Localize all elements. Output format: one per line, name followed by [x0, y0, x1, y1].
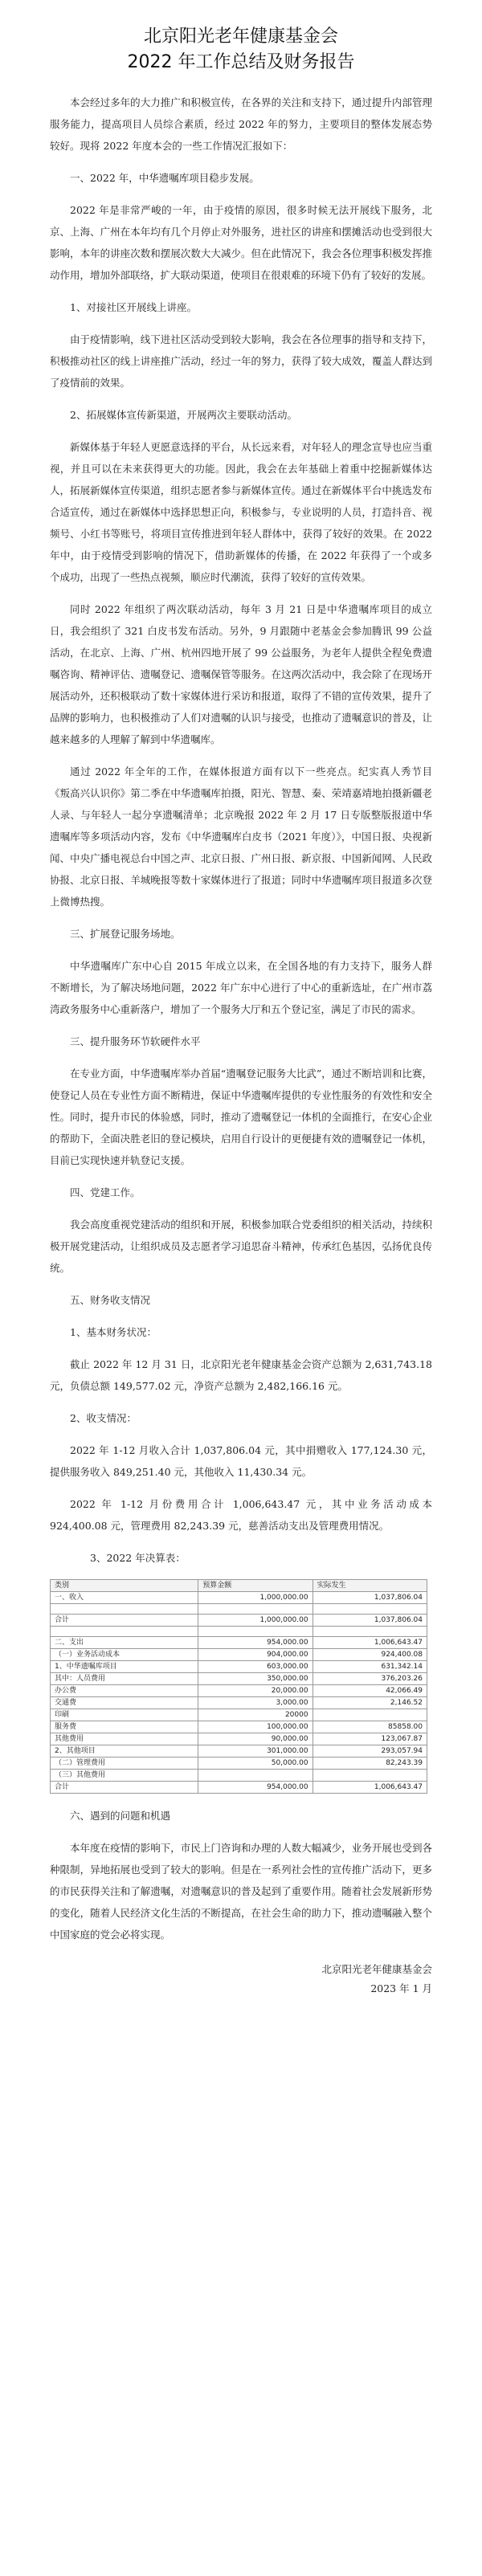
table-row [51, 1615, 427, 1627]
section-1-sub4-heading: 三、提升服务环节软硬件水平 [70, 1035, 201, 1047]
table-cell-amount: 85858.00 [312, 1721, 427, 1733]
table-cell-amount: 293,057.94 [312, 1745, 427, 1757]
table-cell-label: 服务费 [51, 1721, 198, 1733]
section-5-heading: 五、财务收支情况 [70, 1294, 151, 1306]
table-row [51, 1661, 427, 1673]
table-cell-amount [198, 1770, 312, 1782]
section-5-sub2-paragraph-2: 2022 年 1-12 月份费用合计 1,006,643.47 元，其中业务活动成本 924,400.08 元，管理费用 82,243.39 元，慈善活动支出及管理费用情况。 [50, 1498, 432, 1532]
table-cell-amount [198, 1604, 312, 1615]
section-1-heading: 一、2022 年，中华遗嘱库项目稳步发展。 [70, 172, 259, 184]
table-cell-amount: 603,000.00 [198, 1661, 312, 1673]
table-cell-label: 一、收入 [51, 1592, 198, 1604]
table-cell-amount [312, 1709, 427, 1721]
table-header-row [51, 1580, 427, 1592]
section-5-sub1-paragraph: 截止 2022 年 12 月 31 日，北京阳光老年健康基金会资产总额为 2,631,743.18 元，负债总额 149,577.02 元，净资产总额为 2,482,166.16 元。 [50, 1358, 432, 1392]
table-cell-amount: 954,000.00 [198, 1782, 312, 1794]
signature-org: 北京阳光老年健康基金会 [321, 1963, 432, 1975]
section-1-sub2-paragraph-2: 同时 2022 年组织了两次联动活动，每年 3 月 21 日是中华遗嘱库项目的成立日，我会组织了 321 白皮书发布活动。另外，9 月跟随中老基金会参加腾讯 99 公益活动，在北京、上海、广州、杭州四地开展了 99 公益服务，为老年人提供全程免费遗嘱咨询、精神评估、遗嘱登记、遗嘱保管等服务。在这两次活动中，我会除了在现场开展活动外，还积极联动了数十家媒体进行采访和报道，取得了不错的宣传效果，提升了品牌的影响力，也积极推动了人们对遗嘱的认识与接受，也推动了遗嘱意识的普及，让越来越多的人理解了解到中华遗嘱库。 [50, 603, 432, 745]
table-cell-label: （二）管理费用 [51, 1757, 198, 1770]
table-cell-amount: 20,000.00 [198, 1685, 312, 1697]
table-caption: 3、2022 年决算表： [90, 1552, 186, 1564]
section-1-sub2-paragraph-3: 通过 2022 年全年的工作，在媒体报道方面有以下一些亮点。纪实真人秀节目《叛高兴认识你》第二季在中华遗嘱库拍摄，阳光、智慧、秦、荣靖嘉靖地拍摄新疆老人录、与年轻人一起分享遗嘱清单；北京晚报 2022 年 2 月 17 日专版整版报道中华遗嘱库等多项活动内容，发布《中华遗嘱库白皮书（2021 年度）》，中国日报、央视新闻、中央广播电视总台中国之声、北京日报、广州日报、新京报、中国新闻网、人民政协报、北京日报、羊城晚报等数十家媒体进行了报道；同时中华遗嘱库项目报道多次登上微博热搜。 [50, 765, 432, 908]
table-cell-amount: 1,006,643.47 [312, 1782, 427, 1794]
table-cell-label [51, 1627, 198, 1637]
table-row [51, 1709, 427, 1721]
table-cell-label: 交通费 [51, 1697, 198, 1709]
section-1-sub4-paragraph: 在专业方面，中华遗嘱库举办首届“遗嘱登记服务大比武”，通过不断培训和比赛，使登记人员在专业性方面不断精进，保证中华遗嘱库提供的专业性服务的有效性和安全性。同时，提升市民的体验感，同时，推动了遗嘱登记一体机的全面推行，在安心企业的帮助下，全面决胜老旧的登记模块，启用自行设计的更便捷有效的遗嘱登记一体机，目前已实现快速并轨登记支援。 [50, 1068, 432, 1166]
table-cell-amount: 376,203.26 [312, 1673, 427, 1685]
signature-block [0, 1960, 482, 1998]
table-cell-label: 合计 [51, 1615, 198, 1627]
table-row [51, 1745, 427, 1757]
table-cell-label: 其中：人员费用 [51, 1673, 198, 1685]
section-6-heading: 六、遇到的问题和机遇 [70, 1810, 171, 1822]
table-cell-amount: 301,000.00 [198, 1745, 312, 1757]
table-header-cell: 类别 [51, 1580, 198, 1592]
table-row [51, 1757, 427, 1770]
report-body [0, 92, 482, 1945]
section-5-sub2-heading: 2、收支情况： [70, 1412, 137, 1424]
table-cell-label: （一）业务活动成本 [51, 1649, 198, 1661]
table-cell-amount: 20000 [198, 1709, 312, 1721]
org-title: 北京阳光老年健康基金会 [143, 27, 338, 47]
table-cell-amount: 1,037,806.04 [312, 1592, 427, 1604]
table-cell-label [51, 1604, 198, 1615]
table-header-cell: 实际发生 [312, 1580, 427, 1592]
table-cell-label: 其他费用 [51, 1733, 198, 1745]
table-row [51, 1782, 427, 1794]
table-cell-amount: 904,000.00 [198, 1649, 312, 1661]
table-cell-amount: 90,000.00 [198, 1733, 312, 1745]
table-row [51, 1604, 427, 1615]
table-cell-label: 合计 [51, 1782, 198, 1794]
table-cell-amount: 954,000.00 [198, 1637, 312, 1649]
table-cell-amount: 1,006,643.47 [312, 1637, 427, 1649]
table-cell-amount: 1,000,000.00 [198, 1592, 312, 1604]
section-5-sub1-heading: 1、基本财务状况： [70, 1326, 157, 1338]
table-row [51, 1592, 427, 1604]
signature-date: 2023 年 1 月 [370, 1982, 432, 1994]
report-title: 2022 年工作总结及财务报告 [127, 52, 355, 72]
table-row [51, 1649, 427, 1661]
table-cell-amount [312, 1627, 427, 1637]
section-6-paragraph: 本年度在疫情的影响下，市民上门咨询和办理的人数大幅减少，业务开展也受到各种限制，异地拓展也受到了较大的影响。但是在一系列社会性的宣传推广活动下，更多的市民获得关注和了解遗嘱，对遗嘱意识的普及起到了重要作用。随着社会发展新形势的变化，随着人民经济文化生活的不断提高，在社会生命的助力下，推动遗嘱融入整个中国家庭的党会必将实现。 [50, 1842, 432, 1941]
table-cell-amount: 82,243.39 [312, 1757, 427, 1770]
table-cell-amount: 924,400.08 [312, 1649, 427, 1661]
table-cell-label: 办公费 [51, 1685, 198, 1697]
table-cell-label: 2、其他项目 [51, 1745, 198, 1757]
table-cell-amount [312, 1604, 427, 1615]
table-header-cell: 预算金额 [198, 1580, 312, 1592]
table-cell-amount: 1,037,806.04 [312, 1615, 427, 1627]
table-cell-amount [198, 1627, 312, 1637]
section-1-sub2-heading: 2、拓展媒体宣传新渠道，开展两次主要联动活动。 [70, 409, 297, 421]
table-row [51, 1685, 427, 1697]
table-cell-amount: 123,067.87 [312, 1733, 427, 1745]
section-1-paragraph: 2022 年是非常严峻的一年，由于疫情的原因，很多时候无法开展线下服务，北京、上海、广州在本年均有几个月停止对外服务，进社区的讲座和摆摊活动也受到很大影响，本年的讲座次数和摆展次数大大减少。但在此情况下，我会各位理事积极发挥推动作用，增加外部联络，扩大联动渠道，使项目在很艰难的环境下仍有了较好的发展。 [50, 204, 432, 281]
section-5-sub2-paragraph-1: 2022 年 1-12 月收入合计 1,037,806.04 元，其中捐赠收入 177,124.30 元，提供服务收入 849,251.40 元，其他收入 11,430.34 元。 [50, 1444, 432, 1478]
table-row [51, 1733, 427, 1745]
table-cell-amount: 350,000.00 [198, 1673, 312, 1685]
budget-table [50, 1579, 427, 1794]
table-cell-amount: 3,000.00 [198, 1697, 312, 1709]
table-cell-amount: 631,342.14 [312, 1661, 427, 1673]
table-row [51, 1637, 427, 1649]
section-1-sub1-heading: 1、对接社区开展线上讲座。 [70, 301, 197, 313]
table-row [51, 1697, 427, 1709]
table-row [51, 1721, 427, 1733]
section-4-paragraph: 我会高度重视党建活动的组织和开展，积极参加联合党委组织的相关活动，持续积极开展党建活动，让组织成员及志愿者学习追思奋斗精神，传承红色基因，弘扬优良传统。 [50, 1219, 432, 1274]
table-cell-label: 印刷 [51, 1709, 198, 1721]
table-cell-label: （三）其他费用 [51, 1770, 198, 1782]
table-row [51, 1673, 427, 1685]
section-1-sub3-heading: 三、扩展登记服务场地。 [70, 928, 181, 940]
table-cell-amount: 100,000.00 [198, 1721, 312, 1733]
table-cell-label: 1、中华遗嘱库项目 [51, 1661, 198, 1673]
table-row [51, 1627, 427, 1637]
section-1-sub2-paragraph-1: 新媒体基于年轻人更愿意选择的平台，从长远来看，对年轻人的理念宣导也应当重视，并且可以在未来获得更大的功能。因此，我会在去年基础上着重中挖掘新媒体达人，拓展新媒体宣传渠道，组织志愿者参与新媒体宣传。通过在新媒体平台中挑选发布合适宣传，通过在新媒体中选择思想正向，积极参与，专业说明的人员，打造抖音、视频号、小红书等账号，将项目宣传推进到年轻人群体中，获得了较好的效果。在 2022 年中，由于疫情受到影响的情况下，借助新媒体的传播，在 2022 年获得了一个或多个成功，出现了一些热点视频，顺应时代潮流，获得了较好的宣传效果。 [50, 441, 432, 583]
table-cell-amount: 2,146.52 [312, 1697, 427, 1709]
section-1-sub1-paragraph: 由于疫情影响，线下进社区活动受到较大影响，我会在各位理事的指导和支持下，积极推动社区的线上讲座推广活动，经过一年的努力，获得了较大成效，覆盖人群达到了疫情前的效果。 [50, 333, 432, 389]
section-4-heading: 四、党建工作。 [70, 1186, 141, 1198]
section-1-sub3-paragraph: 中华遗嘱库广东中心自 2015 年成立以来，在全国各地的有力支持下，服务人群不断增长，为了解决场地问题，2022 年广东中心进行了中心的重新选址，在广州市荔湾政务服务中心重新落户，增加了一个服务大厅和五个登记室，满足了市民的需求。 [50, 960, 432, 1015]
table-cell-label: 二、支出 [51, 1637, 198, 1649]
table-cell-amount: 42,066.49 [312, 1685, 427, 1697]
table-cell-amount: 1,000,000.00 [198, 1615, 312, 1627]
table-cell-amount: 50,000.00 [198, 1757, 312, 1770]
table-cell-amount [312, 1770, 427, 1782]
intro-paragraph: 本会经过多年的大力推广和积极宣传，在各界的关注和支持下，通过提升内部管理服务能力，提高项目人员综合素质，经过 2022 年的努力，主要项目的整体发展态势较好。现将 2022 年度本会的一些工作情况汇报如下： [50, 96, 432, 152]
table-row [51, 1770, 427, 1782]
